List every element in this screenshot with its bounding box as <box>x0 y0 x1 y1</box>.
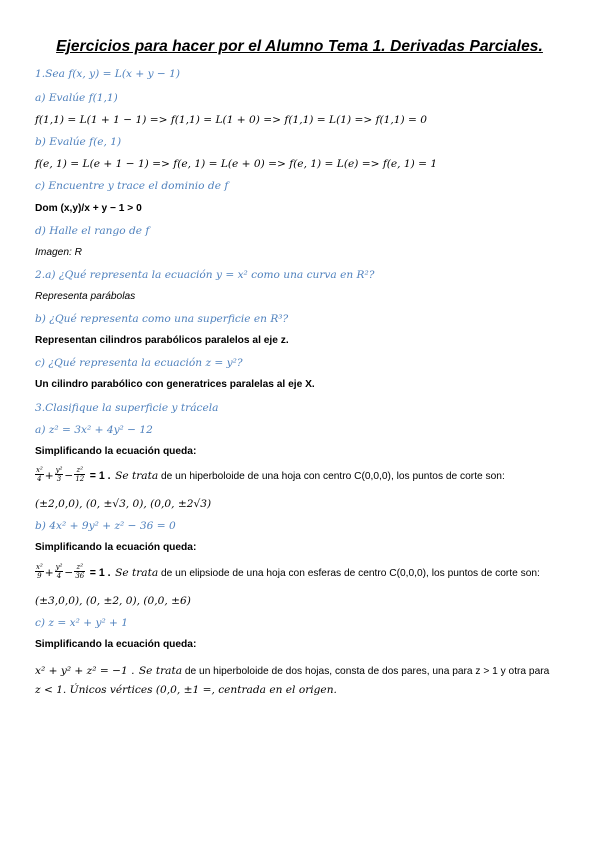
exercise-3a-equation: $\frac{\text{x²}}{4}$ + $\frac{\text{y²}}{3}$ − $\frac{\text{z²}}{12}$ = 1 . Se trata de un hiperboloide de una hoja con centro C(0,0,0), los puntos de corte son: <box>36 466 505 484</box>
fraction: $\frac{\text{y²}}{3}$ <box>55 466 63 484</box>
fraction: $\frac{\text{y²}}{4}$ <box>55 563 63 581</box>
exercise-1b-answer: f(e, 1) = L(e + 1 − 1) => f(e, 1) = L(e + 0) => f(e, 1) = L(e) => f(e, 1) = 1 <box>35 158 438 170</box>
exercise-3-statement: 3.Clasifique la superficie y trácela <box>35 402 219 414</box>
exercise-1a-answer: f(1,1) = L(1 + 1 − 1) => f(1,1) = L(1 + 0) => f(1,1) = L(1) => f(1,1) = 0 <box>35 114 427 126</box>
fraction: $\frac{\text{z²}}{36}$ <box>75 563 85 581</box>
exercise-3b-equation: $\frac{\text{x²}}{9}$ + $\frac{\text{y²}}{4}$ − $\frac{\text{z²}}{36}$ = 1 . Se trata de un elipsiode de una hoja con esferas de centro C(0,0,0), los puntos de corte son: <box>36 563 540 581</box>
exercise-2b-question: b) ¿Qué representa como una superficie en R³? <box>35 313 289 325</box>
exercise-3a-intercepts: (±2,0,0), (0, ±√3, 0), (0,0, ±2√3) <box>35 498 212 510</box>
exercise-1d-answer: Imagen: R <box>35 247 82 258</box>
fraction: $\frac{\text{x²}}{4}$ <box>36 466 43 484</box>
exercise-1-statement: 1.Sea f(x, y) = L(x + y − 1) <box>35 68 181 80</box>
exercise-3a-simplify-label: Simplificando la ecuación queda: <box>35 446 197 457</box>
exercise-3c-simplify-label: Simplificando la ecuación queda: <box>35 639 197 650</box>
fraction: $\frac{\text{x²}}{9}$ <box>36 563 43 581</box>
exercise-3c-question: c) z = x² + y² + 1 <box>35 617 129 629</box>
exercise-1a-question: a) Evalúe f(1,1) <box>35 92 118 104</box>
exercise-2b-answer: Representan cilindros parabólicos paralelos al eje z. <box>35 335 289 346</box>
exercise-1d-question: d) Halle el rango de f <box>35 225 150 237</box>
exercise-2a-question: 2.a) ¿Qué representa la ecuación y = x² como una curva en R²? <box>35 269 375 281</box>
exercise-3a-question: a) z² = 3x² + 4y² − 12 <box>35 424 153 436</box>
exercise-3c-answer-continued: z < 1. Únicos vértices (0,0, ±1 =, centrada en el origen. <box>35 684 337 696</box>
exercise-1c-question: c) Encuentre y trace el dominio de f <box>35 180 229 192</box>
exercise-2a-answer: Representa parábolas <box>35 291 136 302</box>
exercise-3c-equation: x² + y² + z² = −1 . Se trata de un hiperboloide de dos hojas, consta de dos pares, una para z > 1 y otra para <box>35 665 550 677</box>
exercise-1c-answer: Dom (x,y)/x + y − 1 > 0 <box>35 203 142 214</box>
exercise-3b-question: b) 4x² + 9y² + z² − 36 = 0 <box>35 520 176 532</box>
exercise-2c-answer: Un cilindro parabólico con generatrices paralelas al eje X. <box>35 379 315 390</box>
exercise-2c-question: c) ¿Qué representa la ecuación z = y²? <box>35 357 243 369</box>
page-title: Ejercicios para hacer por el Alumno Tema 1. Derivadas Parciales. <box>56 38 543 55</box>
exercise-3b-intercepts: (±3,0,0), (0, ±2, 0), (0,0, ±6) <box>35 595 191 607</box>
exercise-3b-simplify-label: Simplificando la ecuación queda: <box>35 542 197 553</box>
fraction: $\frac{\text{z²}}{12}$ <box>75 466 85 484</box>
exercise-1b-question: b) Evalúe f(e, 1) <box>35 136 122 148</box>
